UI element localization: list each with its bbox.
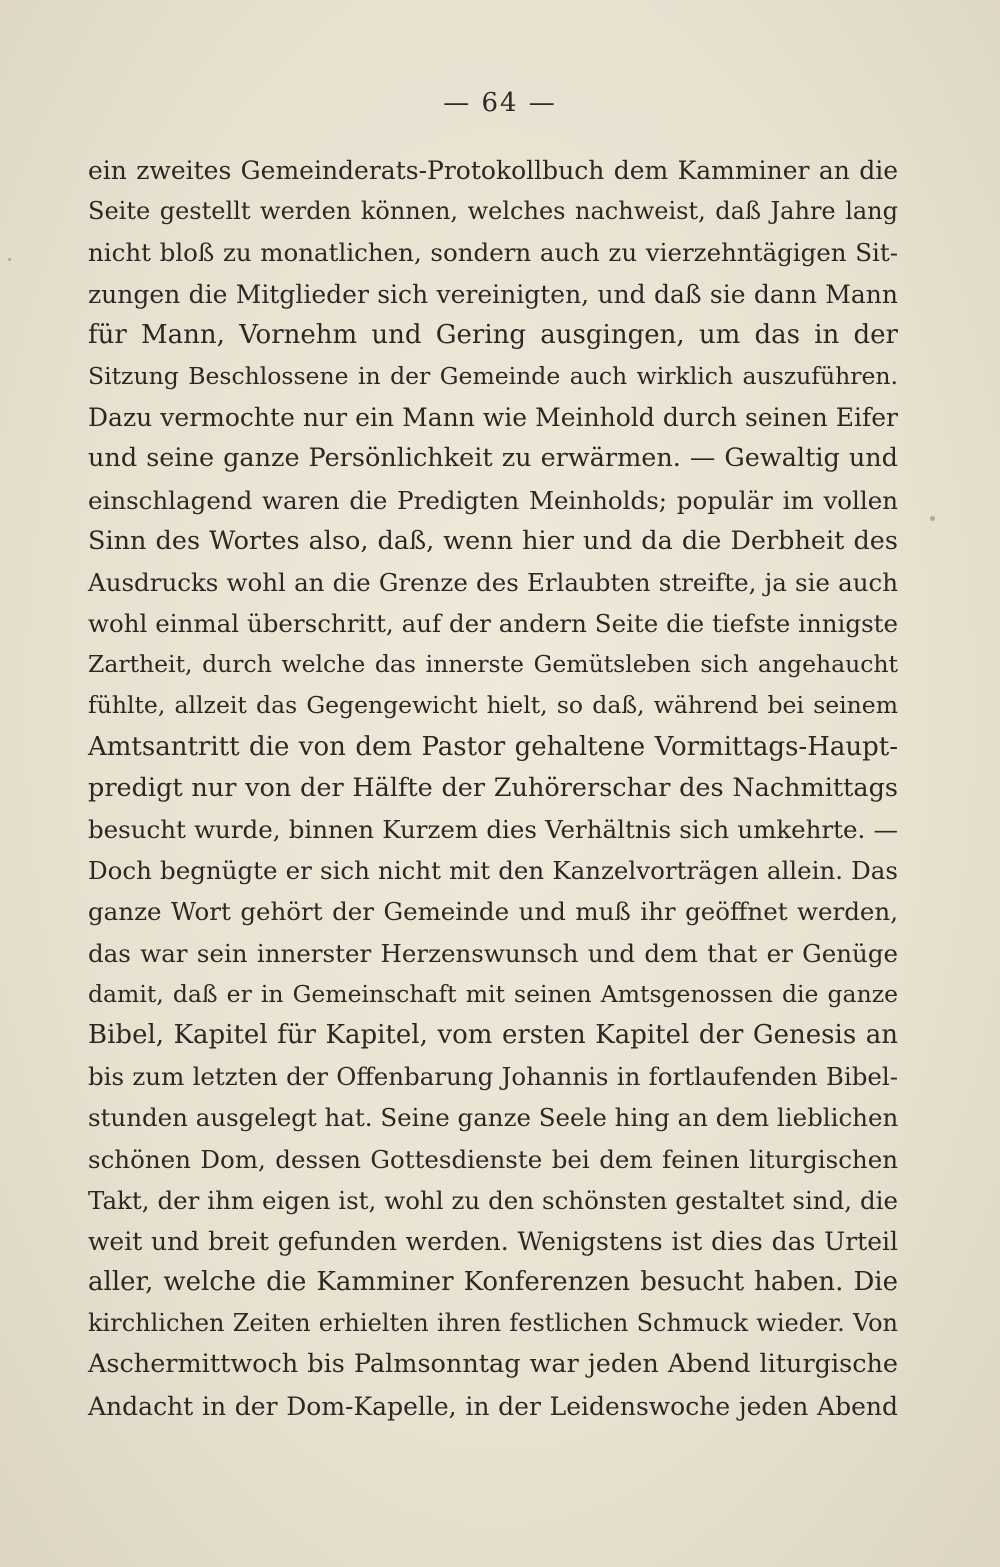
text-line: Seite gestellt werden können, welches nachweist, daß Jahre lang bbox=[88, 197, 898, 226]
text-line: bis zum letzten der Offenbarung Johannis in fortlaufenden Bibel- bbox=[88, 1062, 898, 1092]
text-line: besucht wurde, binnen Kurzem dies Verhältnis sich umkehrte. — bbox=[88, 815, 898, 844]
text-line: Dazu vermochte nur ein Mann wie Meinhold durch seinen Eifer bbox=[88, 403, 898, 433]
text-line: Sitzung Beschlossene in der Gemeinde auch wirklich auszuführen. bbox=[88, 361, 898, 390]
text-line: kirchlichen Zeiten erhielten ihren festlichen Schmuck wieder. Von bbox=[88, 1309, 898, 1338]
text-line: Sinn des Wortes also, daß, wenn hier und da die Derbheit des bbox=[88, 525, 898, 556]
text-line: Doch begnügte er sich nicht mit den Kanzelvorträgen allein. Das bbox=[88, 856, 898, 886]
text-line: aller, welche die Kamminer Konferenzen besucht haben. Die bbox=[88, 1267, 898, 1298]
text-line: weit und breit gefunden werden. Wenigstens ist dies das Urteil bbox=[88, 1226, 898, 1256]
text-line: predigt nur von der Hälfte der Zuhörerschar des Nachmittags bbox=[88, 772, 898, 803]
text-line: zungen die Mitglieder sich vereinigten, und daß sie dann Mann bbox=[88, 279, 898, 309]
text-line: Aschermittwoch bis Palmsonntag war jeden Abend liturgische bbox=[88, 1349, 898, 1380]
text-line: Zartheit, durch welche das innerste Gemütsleben sich angehaucht bbox=[88, 650, 898, 679]
page-number: — 64 — bbox=[443, 88, 557, 118]
text-line: schönen Dom, dessen Gottesdienste bei dem feinen liturgischen bbox=[88, 1144, 898, 1174]
text-line: ganze Wort gehört der Gemeinde und muß ihr geöffnet werden, bbox=[88, 897, 898, 927]
text-line: Bibel, Kapitel für Kapitel, vom ersten Kapitel der Genesis an bbox=[88, 1019, 898, 1050]
text-line: einschlagend waren die Predigten Meinholds; populär im vollen bbox=[88, 485, 898, 515]
text-line: Ausdrucks wohl an die Grenze des Erlaubten streifte, ja sie auch bbox=[88, 567, 898, 597]
text-line: damit, daß er in Gemeinschaft mit seinen Amtsgenossen die ganze bbox=[88, 979, 898, 1008]
text-line: stunden ausgelegt hat. Seine ganze Seele hing an dem lieblichen bbox=[88, 1103, 899, 1133]
text-line: das war sein innerster Herzenswunsch und dem that er Genüge bbox=[88, 938, 898, 968]
text-line: wohl einmal überschritt, auf der andern Seite die tiefste innigste bbox=[88, 609, 898, 639]
body-text bbox=[88, 150, 898, 1427]
paper-speck bbox=[930, 516, 935, 521]
text-line: ein zweites Gemeinderats-Protokollbuch dem Kamminer an die bbox=[88, 156, 898, 185]
text-line: fühlte, allzeit das Gegengewicht hielt, so daß, während bei seinem bbox=[88, 691, 898, 720]
paper-speck bbox=[8, 258, 11, 261]
text-line: für Mann, Vornehm und Gering ausgingen, um das in der bbox=[88, 319, 898, 350]
text-line: Takt, der ihm eigen ist, wohl zu den schönsten gestaltet sind, die bbox=[88, 1185, 898, 1215]
text-line: und seine ganze Persönlichkeit zu erwärmen. — Gewaltig und bbox=[88, 443, 898, 474]
text-line: Amtsantritt die von dem Pastor gehaltene Vormittags-Haupt- bbox=[88, 731, 898, 762]
text-line: Andacht in der Dom-Kapelle, in der Leidenswoche jeden Abend bbox=[88, 1391, 898, 1421]
text-line: nicht bloß zu monatlichen, sondern auch zu vierzehntägigen Sit- bbox=[88, 238, 898, 268]
